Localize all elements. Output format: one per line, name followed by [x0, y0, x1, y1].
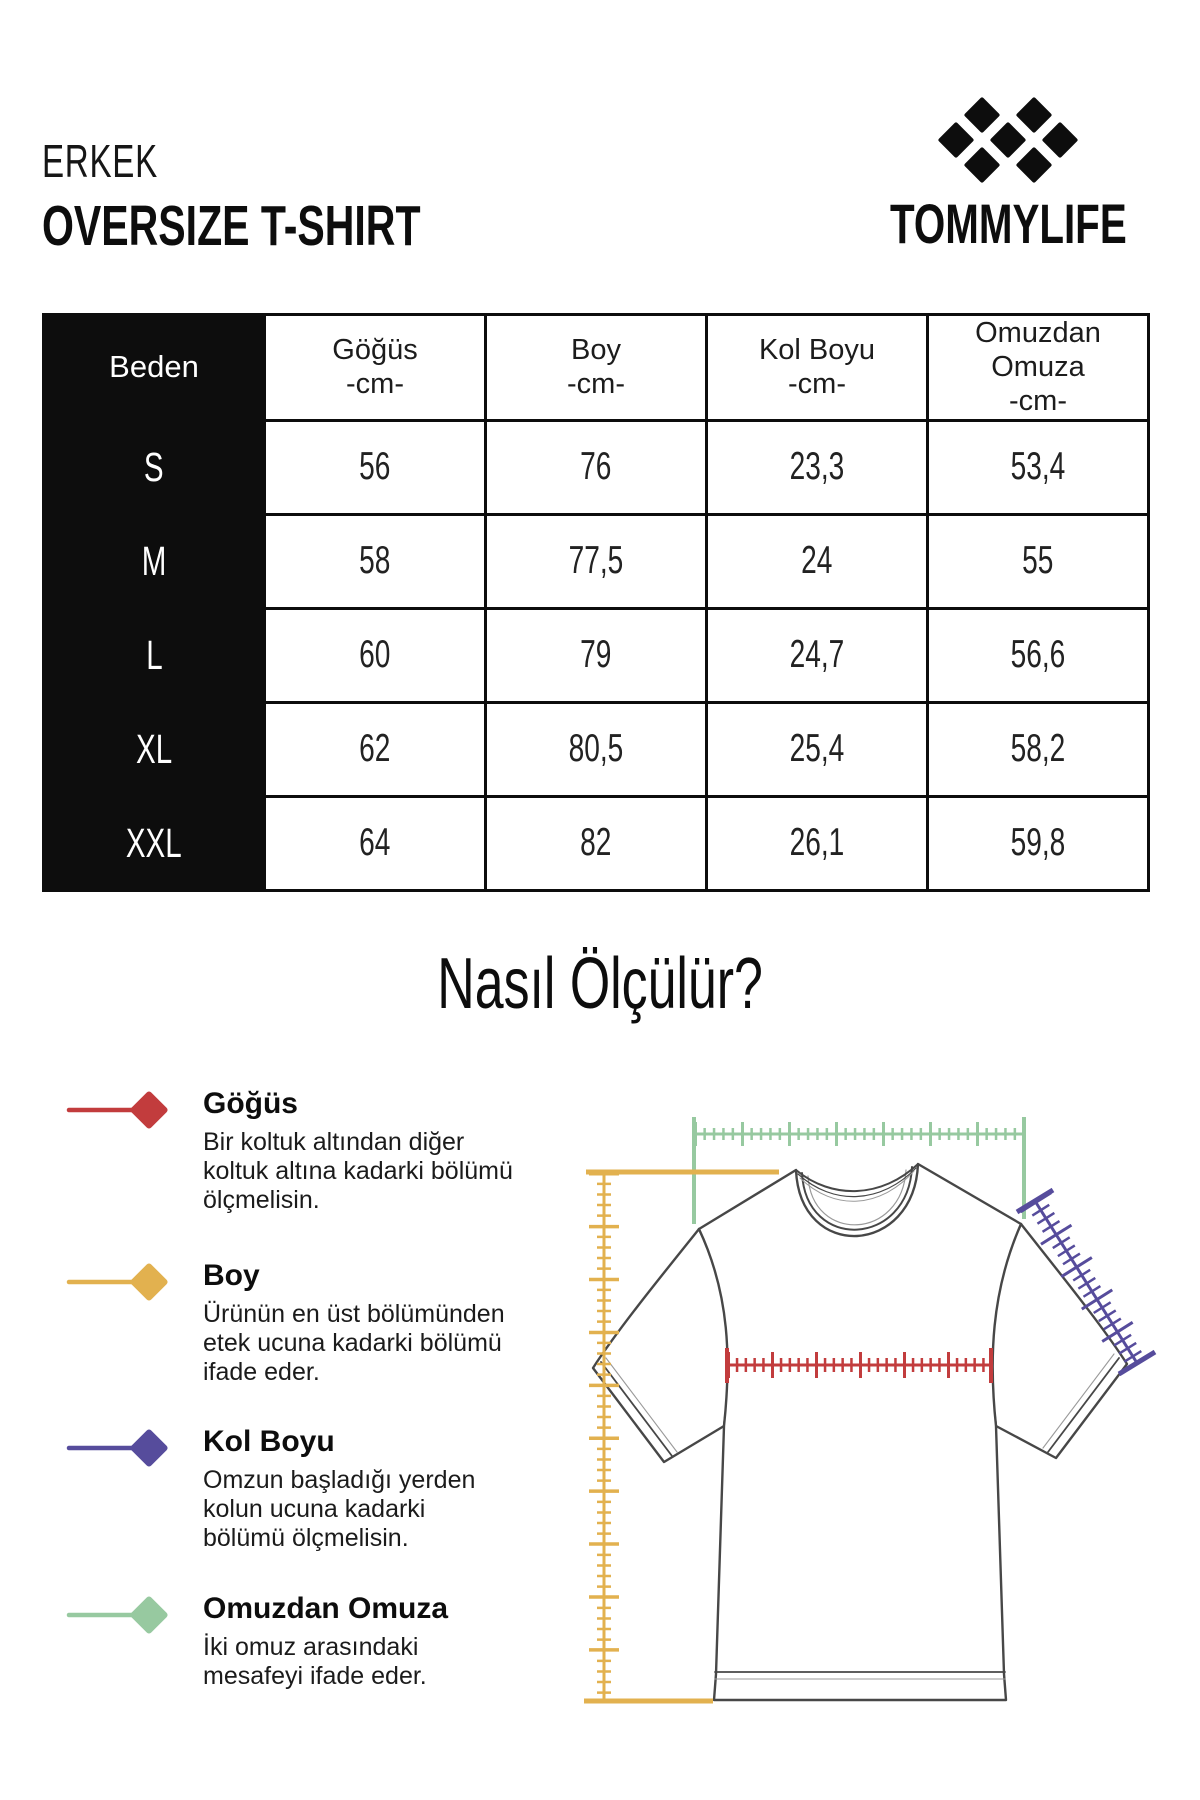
legend-title: Boy: [203, 1259, 260, 1292]
brand-name: TOMMYLIFE: [889, 192, 1127, 255]
size-label: XXL: [126, 819, 182, 866]
cell-value: 82: [580, 821, 612, 865]
table-row: [44, 702, 1149, 796]
left-sleeve: [593, 1229, 728, 1462]
product-title: OVERSIZE T-SHIRT: [42, 194, 421, 258]
table-row: [44, 514, 1149, 608]
table-row: [44, 796, 1149, 890]
size-label: XL: [135, 725, 173, 772]
tshirt-outline: [593, 1164, 1127, 1700]
cell-value: 64: [359, 821, 391, 865]
size-table-corner-header: Beden: [44, 315, 265, 421]
page-title: [42, 135, 568, 258]
cell-value: 58,2: [1010, 727, 1066, 771]
cell-value: 59,8: [1010, 821, 1066, 865]
torso: [699, 1164, 1021, 1700]
cell-value: 53,4: [1010, 445, 1066, 489]
legend-description: Ürünün en üst bölümünden etek ucuna kadarki bölümü ifade eder.: [203, 1300, 505, 1386]
col-header-shoulder: Omuzdan Omuza -cm-: [928, 315, 1149, 421]
diamond-icon: [66, 1424, 181, 1470]
diamond-icon: [66, 1258, 181, 1304]
col-header-length: Boy -cm-: [486, 315, 707, 421]
size-label: L: [145, 631, 163, 678]
legend-description: Omzun başladığı yerden kolun ucuna kadarki bölümü ölçmelisin.: [203, 1466, 476, 1552]
brand-block: [838, 92, 1178, 255]
diamond-icon: [66, 1086, 181, 1132]
size-label: M: [141, 537, 167, 584]
cell-value: 79: [580, 633, 612, 677]
cell-value: 23,3: [789, 445, 845, 489]
table-row: [44, 608, 1149, 702]
cell-value: 24,7: [789, 633, 845, 677]
diamond-lattice-icon: [918, 92, 1098, 188]
cell-value: 62: [359, 727, 391, 771]
tshirt-measurement-diagram: [480, 1060, 1160, 1800]
cell-value: 56: [359, 445, 391, 489]
cell-value: 55: [1022, 539, 1054, 583]
cell-value: 58: [359, 539, 391, 583]
size-label: S: [144, 443, 164, 490]
cell-value: 26,1: [789, 821, 845, 865]
size-table: [42, 313, 1150, 892]
category-label: ERKEK: [42, 135, 158, 187]
legend-description: İki omuz arasındaki mesafeyi ifade eder.: [203, 1633, 427, 1690]
how-to-title-text: Nasıl Ölçülür?: [437, 944, 763, 1024]
cell-value: 77,5: [568, 539, 624, 583]
cell-value: 24: [801, 539, 833, 583]
legend-title: Göğüs: [203, 1087, 298, 1120]
cell-value: 25,4: [789, 727, 845, 771]
how-to-title: [0, 944, 1200, 1024]
cell-value: 76: [580, 445, 612, 489]
cell-value: 80,5: [568, 727, 624, 771]
legend-title: Omuzdan Omuza: [203, 1592, 449, 1625]
legend-description: Bir koltuk altından diğer koltuk altına kadarki bölümü ölçmelisin.: [203, 1128, 513, 1214]
cell-value: 60: [359, 633, 391, 677]
table-row: [44, 420, 1149, 514]
legend-title: Kol Boyu: [203, 1425, 335, 1458]
diamond-icon: [66, 1591, 181, 1637]
col-header-sleeve: Kol Boyu -cm-: [707, 315, 928, 421]
cell-value: 56,6: [1010, 633, 1066, 677]
right-sleeve: [992, 1224, 1127, 1458]
col-header-chest: Göğüs -cm-: [265, 315, 486, 421]
size-table-header-row: [44, 315, 1149, 421]
